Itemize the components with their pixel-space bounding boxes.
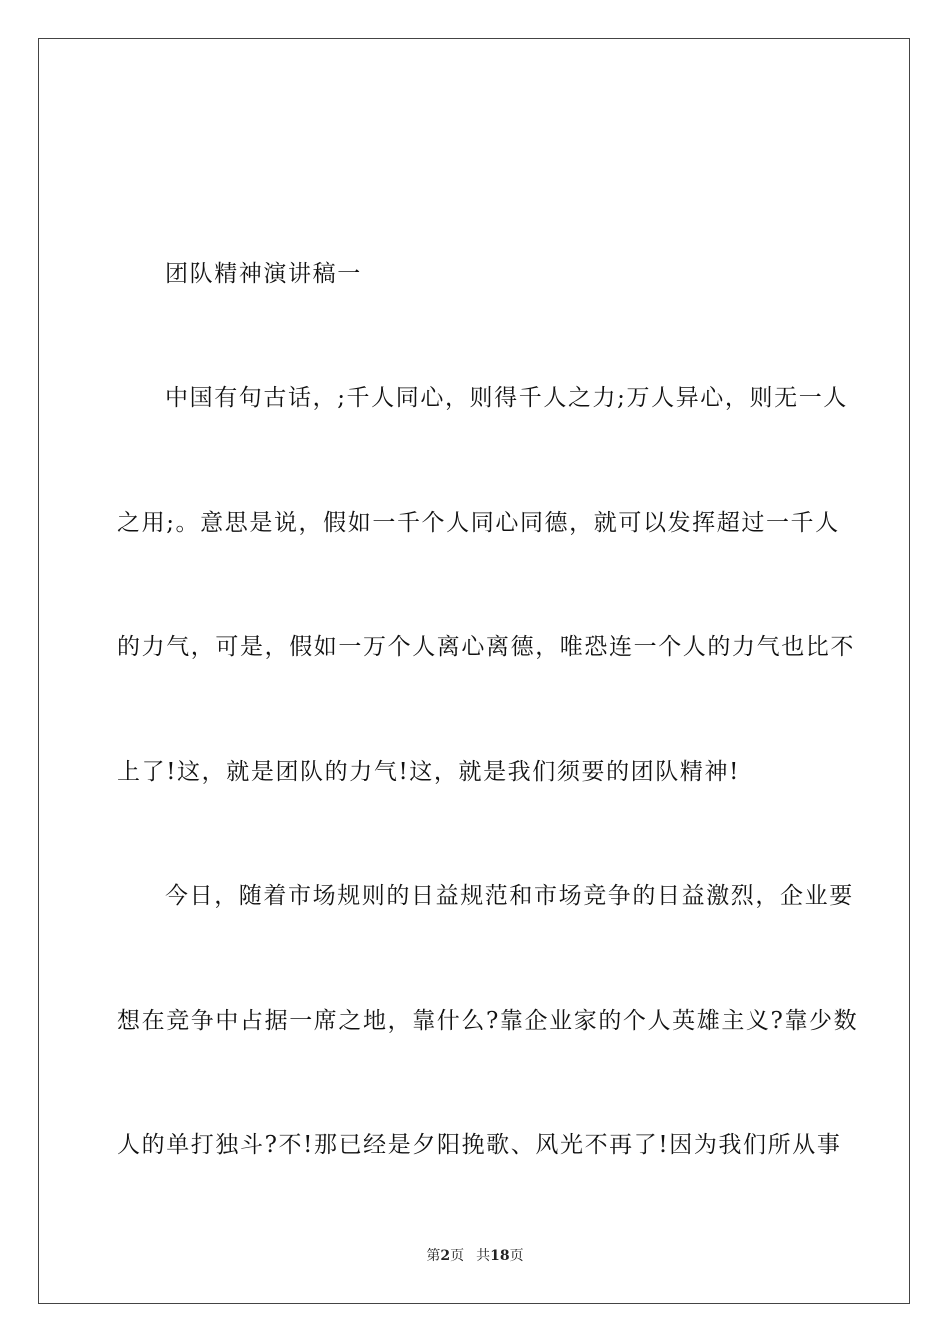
paragraph-line: 中国有句古话，;千人同心，则得千人之力;万人异心，则无一人 bbox=[165, 385, 848, 411]
paragraph-line: 的力气，可是，假如一万个人离心离德，唯恐连一个人的力气也比不 bbox=[117, 634, 855, 660]
page-suffix: 页 bbox=[450, 1248, 465, 1264]
paragraph-line: 想在竞争中占据一席之地，靠什么?靠企业家的个人英雄主义?靠少数 bbox=[117, 1008, 859, 1034]
total-prefix: 共 bbox=[476, 1248, 491, 1264]
paragraph-line: 之用;。意思是说，假如一千个人同心同德，就可以发挥超过一千人 bbox=[117, 510, 840, 536]
page-current: 2 bbox=[440, 1248, 451, 1264]
total-suffix: 页 bbox=[509, 1248, 524, 1264]
document-title: 团队精神演讲稿一 bbox=[165, 261, 362, 287]
paragraph-line: 今日，随着市场规则的日益规范和市场竞争的日益激烈，企业要 bbox=[165, 883, 854, 909]
page-border bbox=[38, 38, 910, 1304]
page-total: 18 bbox=[490, 1248, 510, 1264]
paragraph-line: 人的单打独斗?不!那已经是夕阳挽歌、风光不再了!因为我们所从事 bbox=[117, 1132, 842, 1158]
page-prefix: 第 bbox=[426, 1248, 441, 1264]
page-footer bbox=[0, 1246, 950, 1266]
paragraph-line: 上了!这，就是团队的力气!这，就是我们须要的团队精神! bbox=[117, 759, 740, 785]
